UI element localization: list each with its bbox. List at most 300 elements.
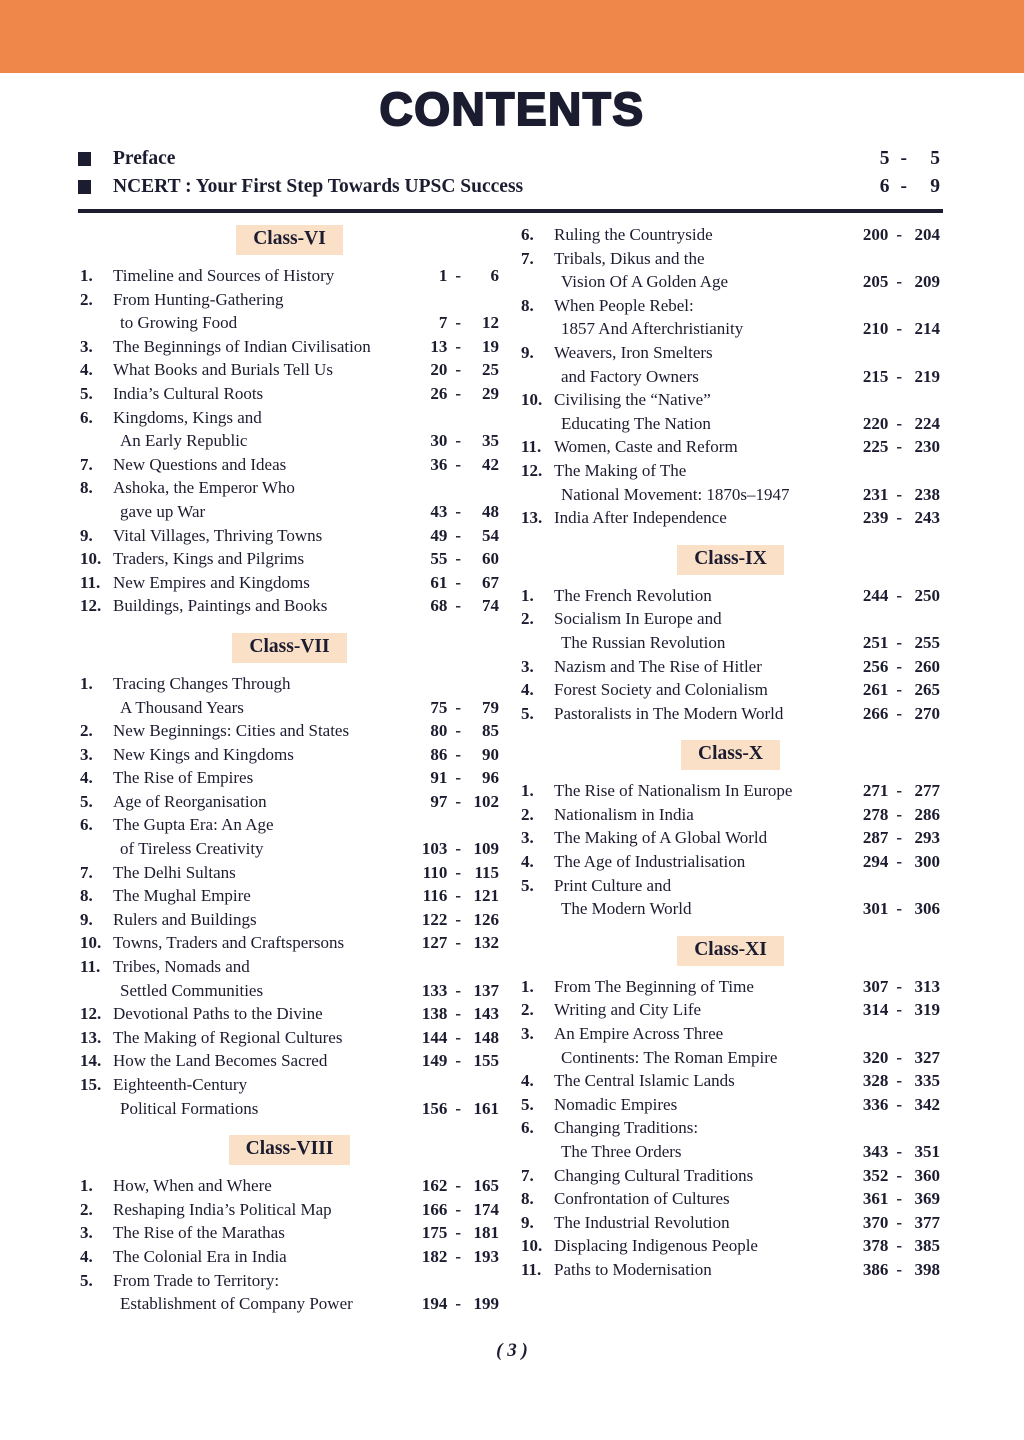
page-dash: - <box>896 1259 902 1279</box>
page-end: 12 <box>482 313 499 333</box>
entry-title: Towns, Traders and Craftspersons <box>113 933 345 953</box>
page-dash: - <box>896 225 902 244</box>
page-start: 91 <box>430 768 448 788</box>
page-dash: - <box>455 768 461 788</box>
entry-title: Age of Reorganisation <box>113 791 267 811</box>
toc-entry-continuation <box>521 1046 940 1070</box>
page-start: 328 <box>862 1071 889 1091</box>
square-bullet-icon <box>78 180 91 194</box>
toc-entry <box>521 247 940 271</box>
entry-pages <box>417 743 499 767</box>
entry-pages <box>858 631 940 655</box>
entry-number: 4. <box>521 852 534 872</box>
entry-title: Traders, Kings and Pilgrims <box>113 549 305 569</box>
toc-entry <box>80 931 499 955</box>
entry-number <box>521 483 554 507</box>
entry-pages <box>417 1026 499 1050</box>
entry-pages <box>858 826 940 850</box>
entry-number: 6. <box>80 407 93 427</box>
entry-pages <box>858 1234 940 1258</box>
entry-title-line2: An Early Republic <box>120 431 248 451</box>
toc-entry-continuation <box>521 1140 940 1164</box>
entry-title: India After Independence <box>554 508 727 528</box>
section-header <box>521 545 940 575</box>
page-dash: - <box>455 454 461 474</box>
entry-pages <box>858 317 940 341</box>
entry-number: 8. <box>80 886 93 906</box>
toc-entry <box>521 388 940 412</box>
entry-number: 3. <box>80 336 93 356</box>
entry-title: Paths to Modernisation <box>554 1259 712 1279</box>
entry-number: 8. <box>80 478 93 498</box>
toc-entry <box>80 547 499 571</box>
toc-entry <box>80 1174 499 1198</box>
entry-number: 7. <box>521 1165 534 1185</box>
entry-pages <box>417 547 499 571</box>
entry-title: The Gupta Era: An Age <box>113 815 274 835</box>
page-end: 300 <box>914 852 940 872</box>
toc-entry <box>80 955 499 979</box>
entry-number: 3. <box>521 828 534 848</box>
entry-number: 8. <box>521 295 534 315</box>
section-label-class-x: Class-X <box>681 740 780 770</box>
entry-number: 2. <box>80 289 93 309</box>
section-header <box>80 1135 499 1165</box>
front-matter-label: NCERT : Your First Step Towards UPSC Success <box>113 176 524 197</box>
toc-entry <box>80 524 499 548</box>
page-end: 277 <box>914 781 940 801</box>
entry-title-line2: and Factory Owners <box>561 366 699 386</box>
entry-title: The Rise of Nationalism In Europe <box>554 781 793 801</box>
toc-entry <box>521 1258 940 1282</box>
entry-title: Forest Society and Colonialism <box>554 680 768 700</box>
entry-number: 11. <box>521 437 542 457</box>
toc-entry <box>521 1211 940 1235</box>
page-end: 143 <box>473 1004 499 1024</box>
entry-title: Vital Villages, Thriving Towns <box>113 525 323 545</box>
page-dash: - <box>896 781 902 801</box>
entry-title-line2: Educating The Nation <box>561 413 711 433</box>
entry-title: How, When and Where <box>113 1176 272 1196</box>
toc-entry <box>80 594 499 618</box>
page-start: 162 <box>421 1176 448 1196</box>
entry-title-line2: The Russian Revolution <box>561 632 726 652</box>
entry-number: 3. <box>80 744 93 764</box>
toc-entry-continuation <box>521 483 940 507</box>
page-end: 342 <box>914 1094 940 1114</box>
section-header <box>80 225 499 255</box>
toc-entry-continuation <box>80 837 499 861</box>
page-start: 80 <box>430 721 448 741</box>
page-end: 250 <box>914 585 940 605</box>
page-end: 199 <box>473 1294 499 1314</box>
page-end: 5 <box>930 148 940 169</box>
entry-pages <box>858 850 940 874</box>
page-start: 1 <box>438 266 448 285</box>
page-end: 270 <box>914 703 940 723</box>
entry-number: 2. <box>521 1000 534 1020</box>
entry-title: Weavers, Iron Smelters <box>554 342 713 362</box>
page-dash: - <box>455 980 461 1000</box>
entry-pages <box>417 264 499 288</box>
toc-entry <box>521 850 940 874</box>
page-end: 238 <box>914 484 940 504</box>
entry-number <box>521 270 554 294</box>
entry-number: 12. <box>521 460 543 480</box>
page-dash: - <box>896 1236 902 1256</box>
entry-title: Confrontation of Cultures <box>554 1189 730 1209</box>
entry-number <box>521 897 554 921</box>
page-end: 214 <box>914 319 940 339</box>
page-dash: - <box>455 933 461 953</box>
entry-number <box>80 429 113 453</box>
page-dash: - <box>896 1047 902 1067</box>
entry-pages <box>858 483 940 507</box>
page-end: 67 <box>482 572 499 592</box>
toc-entry-continuation <box>80 1097 499 1121</box>
page-start: 336 <box>862 1094 889 1114</box>
entry-number: 3. <box>521 1024 534 1044</box>
toc-entry <box>80 264 499 288</box>
entry-title: Tracing Changes Through <box>113 673 291 693</box>
entry-pages <box>417 861 499 885</box>
page-dash: - <box>455 862 461 882</box>
page-end: 265 <box>914 680 940 700</box>
entry-number <box>80 837 113 861</box>
page-start: 166 <box>421 1199 448 1219</box>
toc-entry-continuation <box>80 500 499 524</box>
page-dash: - <box>455 744 461 764</box>
entry-pages <box>417 979 499 1003</box>
entry-title-line2: National Movement: 1870s–1947 <box>561 484 790 504</box>
toc-entry <box>521 1093 940 1117</box>
entry-pages <box>417 884 499 908</box>
page-dash: - <box>455 1098 461 1118</box>
page-end: 327 <box>914 1047 940 1067</box>
page-end: 132 <box>473 933 499 953</box>
page-dash: - <box>455 1199 461 1219</box>
toc-entry-continuation <box>521 897 940 921</box>
entry-pages <box>417 524 499 548</box>
entry-number <box>521 1140 554 1164</box>
page-start: 30 <box>430 431 448 451</box>
entry-title: The Rise of Empires <box>113 768 254 788</box>
page-dash: - <box>896 632 902 652</box>
entry-number <box>521 365 554 389</box>
page-dash: - <box>455 572 461 592</box>
entry-pages <box>417 931 499 955</box>
page-start: 127 <box>421 933 448 953</box>
page-end: 29 <box>482 383 499 403</box>
page-dash: - <box>455 383 461 403</box>
toc-right-column <box>521 223 940 1316</box>
toc-entry <box>80 1221 499 1245</box>
page-start: 307 <box>862 976 889 996</box>
page-start: 256 <box>862 656 889 676</box>
entry-number: 3. <box>521 656 534 676</box>
page-start: 205 <box>862 272 889 292</box>
entry-number <box>80 979 113 1003</box>
page-end: 90 <box>482 744 499 764</box>
page-start: 156 <box>421 1098 448 1118</box>
entry-title-line2: A Thousand Years <box>120 697 244 717</box>
toc-entry <box>521 826 940 850</box>
page-start: 43 <box>430 501 448 521</box>
entry-pages <box>417 571 499 595</box>
toc-entry <box>521 223 940 247</box>
page-start: 200 <box>862 225 889 244</box>
entry-number: 5. <box>80 791 93 811</box>
entry-number: 2. <box>521 804 534 824</box>
page-start: 194 <box>421 1294 448 1314</box>
page-dash: - <box>455 886 461 906</box>
page-dash: - <box>896 437 902 457</box>
page-start: 210 <box>862 319 889 339</box>
entry-title: Rulers and Buildings <box>113 909 257 929</box>
page-start: 271 <box>862 781 889 801</box>
entry-title: Ashoka, the Emperor Who <box>113 478 295 498</box>
page-start: 5 <box>879 148 890 169</box>
entry-number: 2. <box>521 609 534 629</box>
page-dash: - <box>455 1246 461 1266</box>
page-end: 48 <box>482 501 499 521</box>
entry-number: 4. <box>80 768 93 788</box>
entry-number: 9. <box>521 1212 534 1232</box>
page-dash: - <box>455 1004 461 1024</box>
toc-entry-continuation <box>80 311 499 335</box>
toc-entry <box>80 672 499 696</box>
page-end: 74 <box>482 596 499 616</box>
entry-number <box>80 500 113 524</box>
page-dash: - <box>455 1051 461 1071</box>
page-end: 209 <box>914 272 940 292</box>
entry-number: 10. <box>80 933 102 953</box>
entry-pages <box>858 1140 940 1164</box>
page-end: 155 <box>473 1051 499 1071</box>
entry-pages <box>417 908 499 932</box>
entry-title-line2: 1857 And Afterchristianity <box>561 319 744 339</box>
page-start: 103 <box>421 839 448 859</box>
entry-title: The French Revolution <box>554 585 712 605</box>
page-end: 6 <box>490 266 499 285</box>
toc-entry <box>80 476 499 500</box>
page-end: 260 <box>914 656 940 676</box>
entry-title: Changing Traditions: <box>554 1118 699 1138</box>
page-end: 126 <box>473 909 499 929</box>
entry-number: 4. <box>521 680 534 700</box>
page-start: 97 <box>430 791 448 811</box>
page-dash: - <box>455 1223 461 1243</box>
entry-number: 10. <box>521 390 543 410</box>
entry-pages <box>417 696 499 720</box>
toc-entry-continuation <box>521 270 940 294</box>
entry-title: Devotional Paths to the Divine <box>113 1004 323 1024</box>
page-end: 109 <box>473 839 499 859</box>
entry-number: 5. <box>80 383 93 403</box>
entry-number: 5. <box>80 1270 93 1290</box>
entry-number: 6. <box>521 225 534 244</box>
entry-pages <box>858 1211 940 1235</box>
toc-entry <box>521 607 940 631</box>
front-matter-pages <box>868 146 941 172</box>
entry-title: How the Land Becomes Sacred <box>113 1051 328 1071</box>
entry-pages <box>417 1221 499 1245</box>
page-dash: - <box>455 1294 461 1314</box>
toc-entry <box>521 1164 940 1188</box>
entry-number: 11. <box>521 1259 542 1279</box>
entry-number: 7. <box>521 248 534 268</box>
entry-title: The Age of Industrialisation <box>554 852 746 872</box>
entry-title-line2: The Three Orders <box>561 1142 682 1161</box>
entry-title-line2: of Tireless Creativity <box>120 839 264 859</box>
toc-entry <box>80 1026 499 1050</box>
entry-number: 10. <box>80 549 102 569</box>
toc-entry <box>80 861 499 885</box>
page-start: 61 <box>430 572 448 592</box>
entry-number: 1. <box>80 266 93 285</box>
page-dash: - <box>896 656 902 676</box>
entry-pages <box>858 435 940 459</box>
page-dash: - <box>896 680 902 700</box>
entry-pages <box>417 1002 499 1026</box>
page-dash: - <box>896 899 902 919</box>
page-end: 121 <box>473 886 499 906</box>
page-start: 13 <box>430 336 448 356</box>
page-end: 137 <box>473 980 499 1000</box>
page-title: CONTENTS <box>379 83 645 135</box>
toc-entry <box>80 382 499 406</box>
entry-title-line2: Political Formations <box>120 1098 259 1118</box>
entry-number: 13. <box>80 1027 102 1047</box>
page-end: 96 <box>482 768 499 788</box>
toc-entry <box>521 435 940 459</box>
page-start: 122 <box>421 909 448 929</box>
page-end: 148 <box>473 1027 499 1047</box>
entry-pages <box>858 1187 940 1211</box>
page-end: 369 <box>914 1189 940 1209</box>
toc-entry <box>521 702 940 726</box>
page-dash: - <box>455 360 461 380</box>
page-end: 360 <box>914 1165 940 1185</box>
page-end: 54 <box>482 525 499 545</box>
entry-title-line2: The Modern World <box>561 899 692 919</box>
entry-pages <box>417 453 499 477</box>
section-label-class-ix: Class-IX <box>677 545 784 575</box>
entry-pages <box>858 1093 940 1117</box>
top-banner <box>0 0 1024 73</box>
toc-entry <box>80 288 499 312</box>
entry-title-line2: to Growing Food <box>120 313 238 333</box>
page-start: 175 <box>421 1223 448 1243</box>
entry-pages <box>417 719 499 743</box>
entry-number: 1. <box>80 1176 93 1196</box>
entry-pages <box>417 1049 499 1073</box>
page-start: 6 <box>879 176 890 197</box>
toc-entry-continuation <box>80 429 499 453</box>
toc-entry-continuation <box>80 1292 499 1316</box>
entry-title: When People Rebel: <box>554 295 694 315</box>
toc-entry <box>521 294 940 318</box>
page-dash: - <box>896 1165 902 1185</box>
page-dash: - <box>896 1212 902 1232</box>
entry-number <box>521 631 554 655</box>
page-end: 102 <box>473 791 499 811</box>
toc-entry <box>80 1073 499 1097</box>
entry-number: 9. <box>80 909 93 929</box>
page-end: 230 <box>914 437 940 457</box>
toc-entry-continuation <box>80 979 499 1003</box>
entry-title: Eighteenth-Century <box>113 1075 248 1094</box>
entry-number <box>521 412 554 436</box>
entry-pages <box>858 1258 940 1282</box>
page-dash: - <box>455 909 461 929</box>
entry-title: The Industrial Revolution <box>554 1212 730 1232</box>
section-label-class-viii: Class-VIII <box>229 1135 351 1165</box>
page-start: 133 <box>421 980 448 1000</box>
entry-title: Displacing Indigenous People <box>554 1236 758 1256</box>
page-dash: - <box>455 791 461 811</box>
page-dash: - <box>455 596 461 616</box>
page-start: 86 <box>430 744 448 764</box>
toc-entry <box>521 1069 940 1093</box>
toc-columns <box>0 213 1024 1316</box>
page-end: 335 <box>914 1071 940 1091</box>
front-matter-label: Preface <box>113 148 176 169</box>
entry-pages <box>858 1069 940 1093</box>
entry-title: Buildings, Paintings and Books <box>113 596 328 616</box>
entry-number: 14. <box>80 1051 102 1071</box>
entry-number <box>80 696 113 720</box>
entry-number: 5. <box>521 703 534 723</box>
page-dash: - <box>896 366 902 386</box>
page-dash: - <box>896 585 902 605</box>
toc-entry <box>80 335 499 359</box>
toc-entry <box>80 1049 499 1073</box>
page-end: 79 <box>482 697 499 717</box>
page-end: 9 <box>930 176 940 197</box>
page-end: 293 <box>914 828 940 848</box>
page-start: 301 <box>862 899 889 919</box>
entry-pages <box>858 412 940 436</box>
entry-title: The Making of Regional Cultures <box>113 1027 343 1047</box>
entry-pages <box>858 1164 940 1188</box>
section-label-class-vii: Class-VII <box>232 633 346 663</box>
page-dash: - <box>896 484 902 504</box>
page-start: 26 <box>430 383 448 403</box>
toc-entry <box>521 341 940 365</box>
entry-title: Nationalism in India <box>554 804 694 824</box>
page-dash: - <box>896 319 902 339</box>
page-dash: - <box>455 549 461 569</box>
entry-title: India’s Cultural Roots <box>113 383 264 403</box>
entry-pages <box>417 790 499 814</box>
page-dash: - <box>896 1189 902 1209</box>
toc-entry <box>80 719 499 743</box>
entry-pages <box>858 270 940 294</box>
page-end: 286 <box>914 804 940 824</box>
entry-title: The Delhi Sultans <box>113 862 236 882</box>
page-number: ( 3 ) <box>496 1340 528 1361</box>
toc-entry <box>80 1269 499 1293</box>
entry-pages <box>417 594 499 618</box>
entry-title: The Beginnings of Indian Civilisation <box>113 336 371 356</box>
page-dash: - <box>455 839 461 859</box>
entry-title-line2: gave up War <box>120 501 206 521</box>
page-dash: - <box>896 828 902 848</box>
front-matter-row <box>78 174 940 200</box>
entry-number: 15. <box>80 1075 102 1094</box>
page-dash: - <box>455 266 461 285</box>
